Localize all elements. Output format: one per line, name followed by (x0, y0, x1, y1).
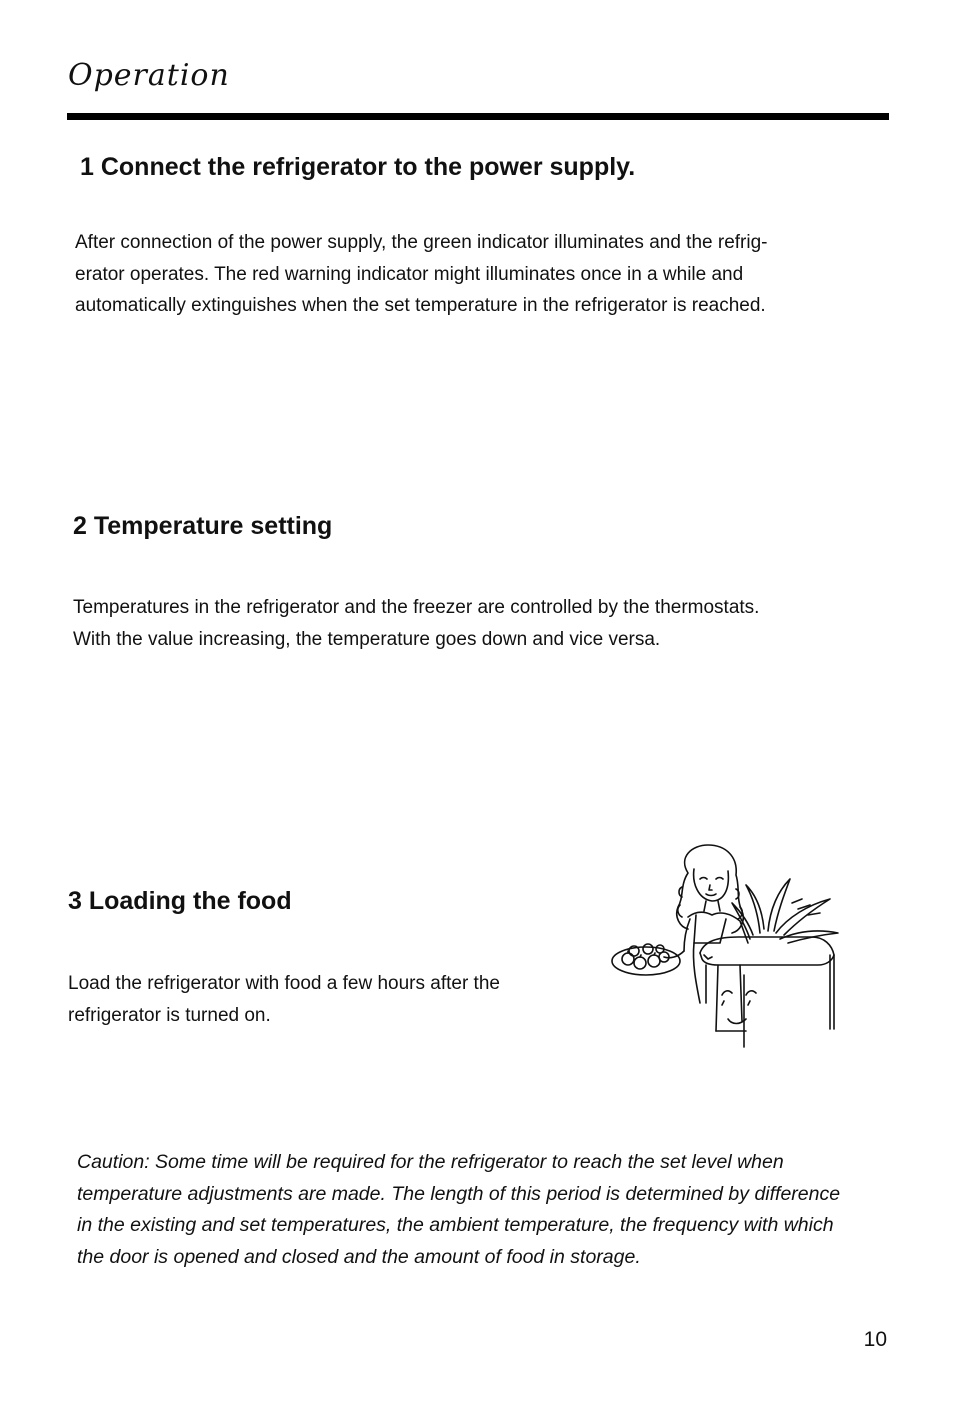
food-plate-icon (612, 944, 680, 975)
page-number: 10 (863, 1328, 887, 1351)
section-body-loading-food (68, 968, 500, 1031)
body-line: refrigerator is turned on. (68, 1004, 271, 1026)
body-line: Temperatures in the refrigerator and the freezer are controlled by the thermostats. (73, 597, 760, 618)
caution-line: temperature adjustments are made. The length of this period is determined by difference (77, 1182, 841, 1205)
body-line: erator operates. The red warning indicator might illuminates once in a while and (75, 263, 744, 285)
caution-line: the door is opened and closed and the amount of food in storage. (77, 1245, 641, 1268)
woman-loading-refrigerator-illustration (608, 843, 846, 1048)
body-line: automatically extinguishes when the set temperature in the refrigerator is reached. (75, 295, 766, 316)
section-heading-loading-food: 3 Loading the food (68, 887, 292, 915)
page-title: Operation (68, 58, 230, 93)
body-line: After connection of the power supply, the green indicator illuminates and the refrig- (75, 232, 768, 253)
section-heading-power-supply: 1 Connect the refrigerator to the power supply. (80, 153, 636, 181)
body-line: With the value increasing, the temperature goes down and vice versa. (73, 628, 661, 650)
caution-line: Caution: Some time will be required for the refrigerator to reach the set level when (77, 1151, 784, 1173)
body-line: Load the refrigerator with food a few hours after the (68, 973, 500, 994)
section-body-temperature-setting (73, 592, 759, 655)
section-body-power-supply (75, 227, 767, 322)
title-rule (67, 113, 889, 120)
caution-line: in the existing and set temperatures, the ambient temperature, the frequency with which (77, 1214, 834, 1236)
section-heading-temperature-setting: 2 Temperature setting (73, 512, 333, 540)
refrigerator-icon (700, 937, 834, 1047)
plant-icon (732, 879, 838, 943)
caution-note (77, 1147, 840, 1273)
